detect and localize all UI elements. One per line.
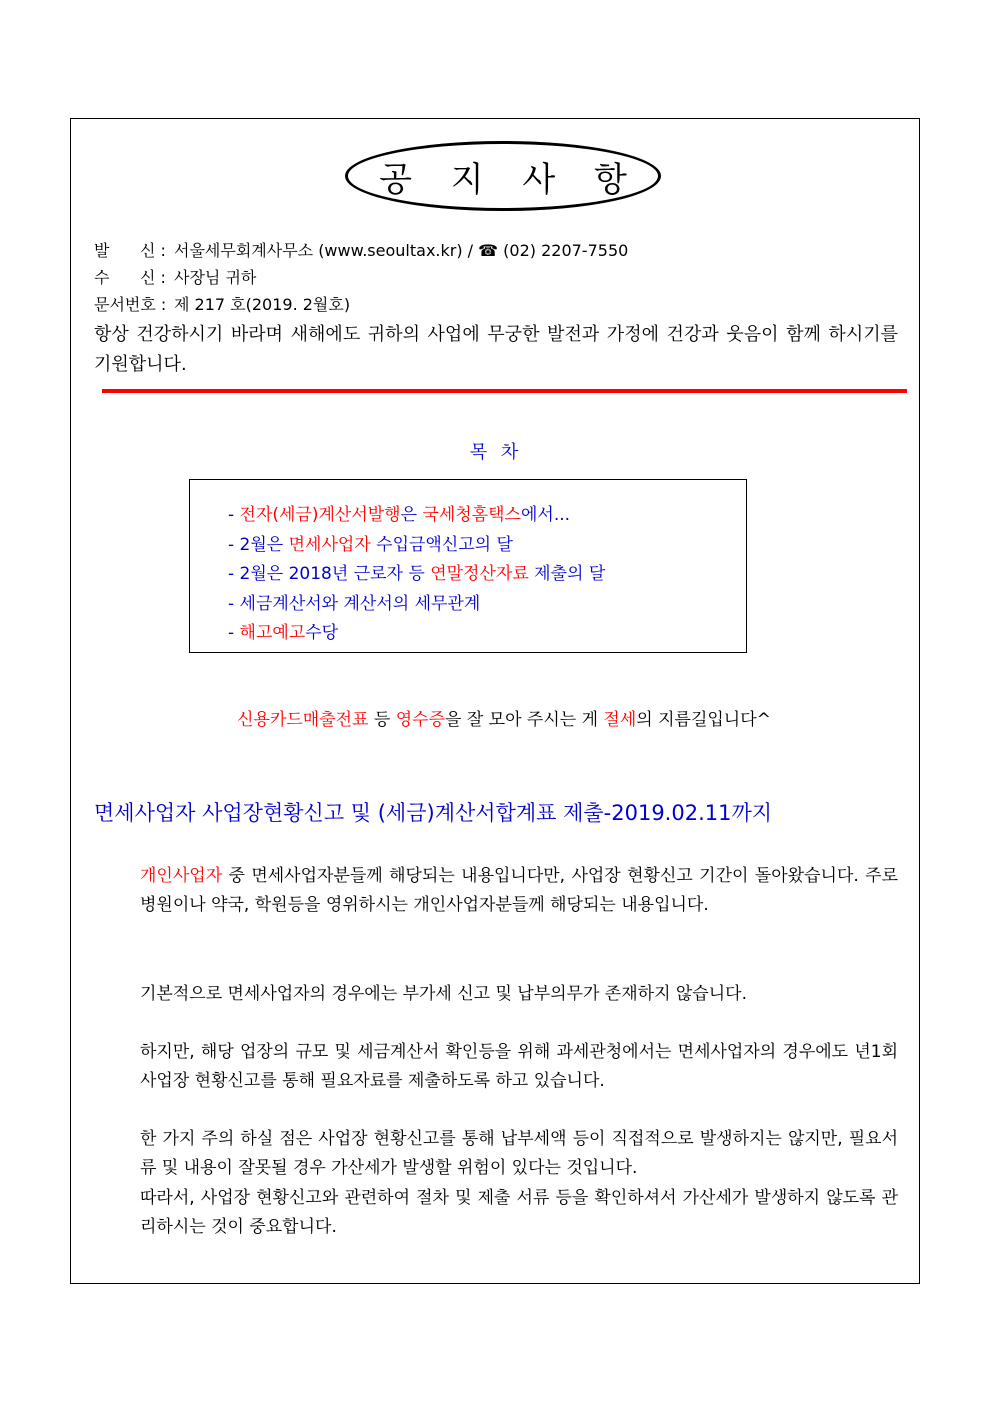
docno-value: 제 217 호(2019. 2월호) <box>174 295 351 314</box>
slogan-segment: 신용카드매출전표 <box>237 710 369 730</box>
toc-item-text: 세금계산서와 계산서의 세무관계 <box>239 594 481 614</box>
toc-item <box>228 530 513 555</box>
receiver-line <box>94 267 256 289</box>
paragraph-3: 하지만, 해당 업장의 규모 및 세금계산서 확인등을 위해 과세관청에서는 면세사업자의 경우에도 년1회 사업장 현황신고를 통해 필요자료를 제출하도록 하고 있습니다. <box>140 1042 898 1091</box>
sender-label: 발 신 : <box>94 241 171 260</box>
receiver-label: 수 신 : <box>94 268 171 287</box>
slogan-segment: 영수증 <box>395 710 446 730</box>
paragraph-5: 따라서, 사업장 현황신고와 관련하여 절차 및 제출 서류 등을 확인하셔서 가산세가 발생하지 않도록 관리하시는 것이 중요합니다. <box>140 1188 898 1237</box>
toc-item-dash: - <box>228 535 240 555</box>
toc-box <box>189 479 747 653</box>
paragraph-1 <box>140 862 898 920</box>
toc-item-dash: - <box>228 623 240 643</box>
toc-item-text: 제출의 달 <box>528 564 606 584</box>
toc-item-text: 해고예고 <box>239 623 306 643</box>
paragraph-2: 기본적으로 면세사업자의 경우에는 부가세 신고 및 납부의무가 존재하지 않습니다. <box>140 984 747 1004</box>
sender-line <box>94 240 628 262</box>
red-divider <box>102 389 907 393</box>
toc-item <box>228 500 570 525</box>
toc-item <box>228 618 338 643</box>
toc-item-text: 면세사업자 <box>288 535 371 555</box>
paragraph-1-text: 중 면세사업자분들께 해당되는 내용입니다만, 사업장 현황신고 기간이 돌아왔습니다. 주로 병원이나 약국, 학원등을 영위하시는 개인사업자분들께 해당되는 내용입니다. <box>140 866 898 915</box>
toc-item-text: 전자(세금)계산서발행 <box>239 505 401 525</box>
receiver-value: 사장님 귀하 <box>174 268 257 287</box>
toc-item-text: 수당 <box>305 623 339 643</box>
slogan-segment: 등 <box>368 710 396 730</box>
toc-item-text: 은 <box>400 505 423 525</box>
paragraph-4: 한 가지 주의 하실 점은 사업장 현황신고를 통해 납부세액 등이 직접적으로 발생하지는 않지만, 필요서류 및 내용이 잘못될 경우 가산세가 발생할 위험이 있다는 것입니다. <box>140 1129 898 1178</box>
sender-value: 서울세무회계사무소 (www.seoultax.kr) / ☎ (02) 2207-7550 <box>174 241 629 260</box>
toc-item-dash: - <box>228 505 240 525</box>
toc-heading: 목 차 <box>469 442 523 463</box>
toc-item-text: 2월은 <box>239 535 289 555</box>
section-title: 면세사업자 사업장현황신고 및 (세금)계산서합계표 제출-2019.02.11까지 <box>94 801 773 825</box>
paragraph-1-highlight: 개인사업자 <box>140 866 223 886</box>
docno-line <box>94 294 350 316</box>
toc-item-dash: - <box>228 594 240 614</box>
toc-item-dash: - <box>228 564 240 584</box>
greeting-text: 항상 건강하시기 바라며 새해에도 귀하의 사업에 무궁한 발전과 가정에 건강과 웃음이 함께 하시기를 기원합니다. <box>94 324 898 375</box>
notice-title: 공 지 사 항 <box>379 159 641 200</box>
slogan-segment: 의 지름길입니다^ <box>636 710 771 730</box>
toc-item <box>228 589 480 614</box>
notice-title-oval <box>345 141 661 211</box>
document-frame <box>70 118 920 1284</box>
toc-item-text: 2월은 2018년 근로자 등 <box>239 564 431 584</box>
toc-item <box>228 559 605 584</box>
toc-item-text: 에서... <box>520 505 571 525</box>
slogan-segment: 절세 <box>603 710 637 730</box>
toc-item-text: 국세청홈택스 <box>422 505 521 525</box>
slogan-line <box>0 705 992 730</box>
docno-label: 문서번호 : <box>94 295 172 314</box>
toc-item-text: 연말정산자료 <box>430 564 529 584</box>
toc-item-text: 수입금액신고의 달 <box>370 535 513 555</box>
slogan-segment: 을 잘 모아 주시는 게 <box>445 710 604 730</box>
